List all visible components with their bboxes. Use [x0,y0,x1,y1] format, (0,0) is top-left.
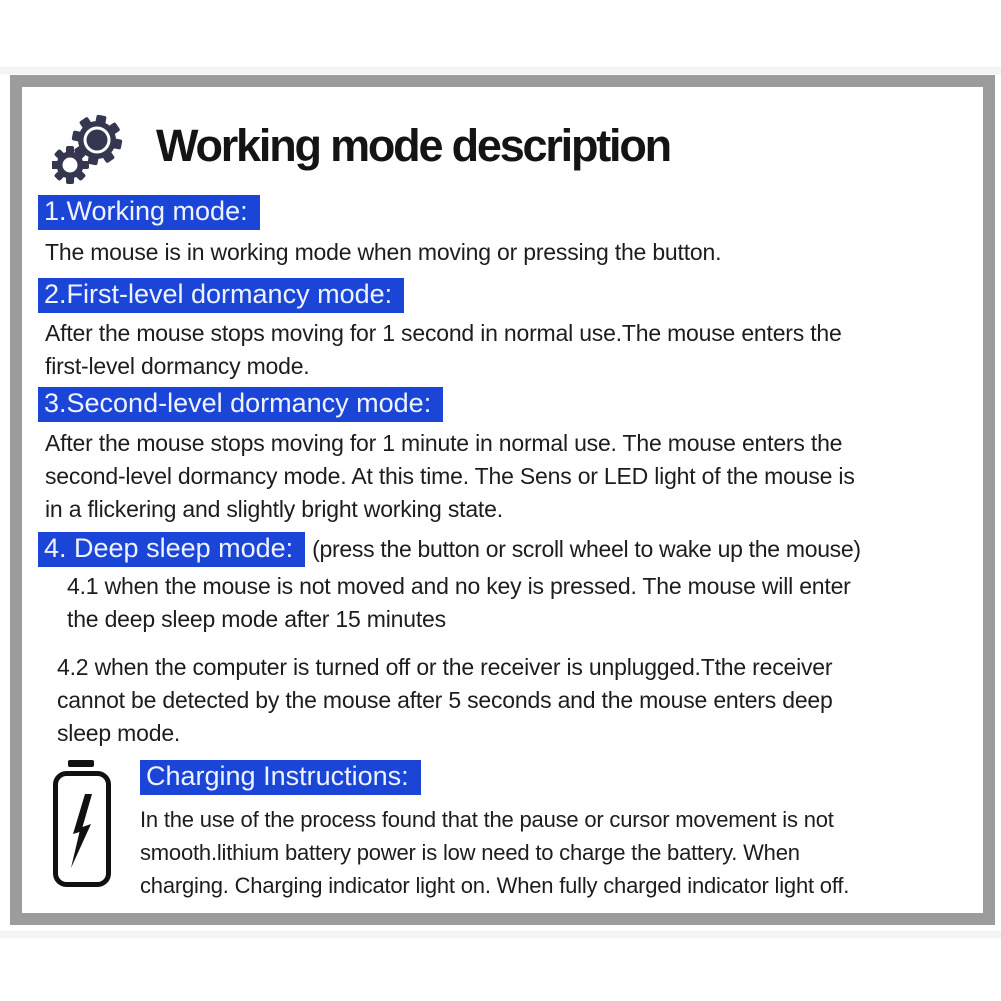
background-strip-top [0,67,1001,74]
section-second-level-dormancy-body [45,427,983,526]
document-frame [10,75,995,925]
deep-sleep-sub-4-1 [67,570,983,636]
section-heading: 2.First-level dormancy mode: [38,278,404,313]
charging-text-block [140,760,849,902]
section-working-mode [38,195,983,230]
battery-charging-icon [52,760,112,892]
section-charging-instructions [52,760,983,902]
section-heading-suffix: (press the button or scroll wheel to wake up the mouse) [312,536,861,562]
section-working-mode-body [45,236,983,269]
body-line: charging. Charging indicator light on. When fully charged indicator light off. [140,873,850,898]
body-line: After the mouse stops moving for 1 second in normal use.The mouse enters the [45,320,842,346]
section-heading: 1.Working mode: [38,195,260,230]
body-line: second-level dormancy mode. At this time. The Sens or LED light of the mouse is [45,463,855,489]
section-deep-sleep [38,532,983,567]
header [52,112,983,186]
body-line: sleep mode. [57,720,181,746]
gears-icon [52,112,124,186]
section-first-level-dormancy [38,278,983,313]
section-second-level-dormancy [38,387,983,422]
charging-body [140,803,849,902]
page-title: Working mode description [156,120,670,171]
background-strip-bottom [0,931,1001,938]
body-line: cannot be detected by the mouse after 5 seconds and the mouse enters deep [57,687,833,713]
section-heading: Charging Instructions: [140,760,421,795]
deep-sleep-sub-4-2 [57,651,983,750]
body-line: smooth.lithium battery power is low need to charge the battery. When [140,840,800,865]
body-line: first-level dormancy mode. [45,353,310,379]
section-heading: 4. Deep sleep mode: [38,532,305,567]
body-line: After the mouse stops moving for 1 minute in normal use. The mouse enters the [45,430,843,456]
body-line: In the use of the process found that the pause or cursor movement is not [140,807,834,832]
body-line: 4.2 when the computer is turned off or the receiver is unplugged.Tthe receiver [57,654,833,680]
body-line: The mouse is in working mode when moving or pressing the button. [45,239,722,265]
section-first-level-dormancy-body [45,317,983,383]
body-line: 4.1 when the mouse is not moved and no key is pressed. The mouse will enter [67,573,851,599]
section-heading: 3.Second-level dormancy mode: [38,387,443,422]
body-line: in a flickering and slightly bright working state. [45,496,503,522]
body-line: the deep sleep mode after 15 minutes [67,606,446,632]
